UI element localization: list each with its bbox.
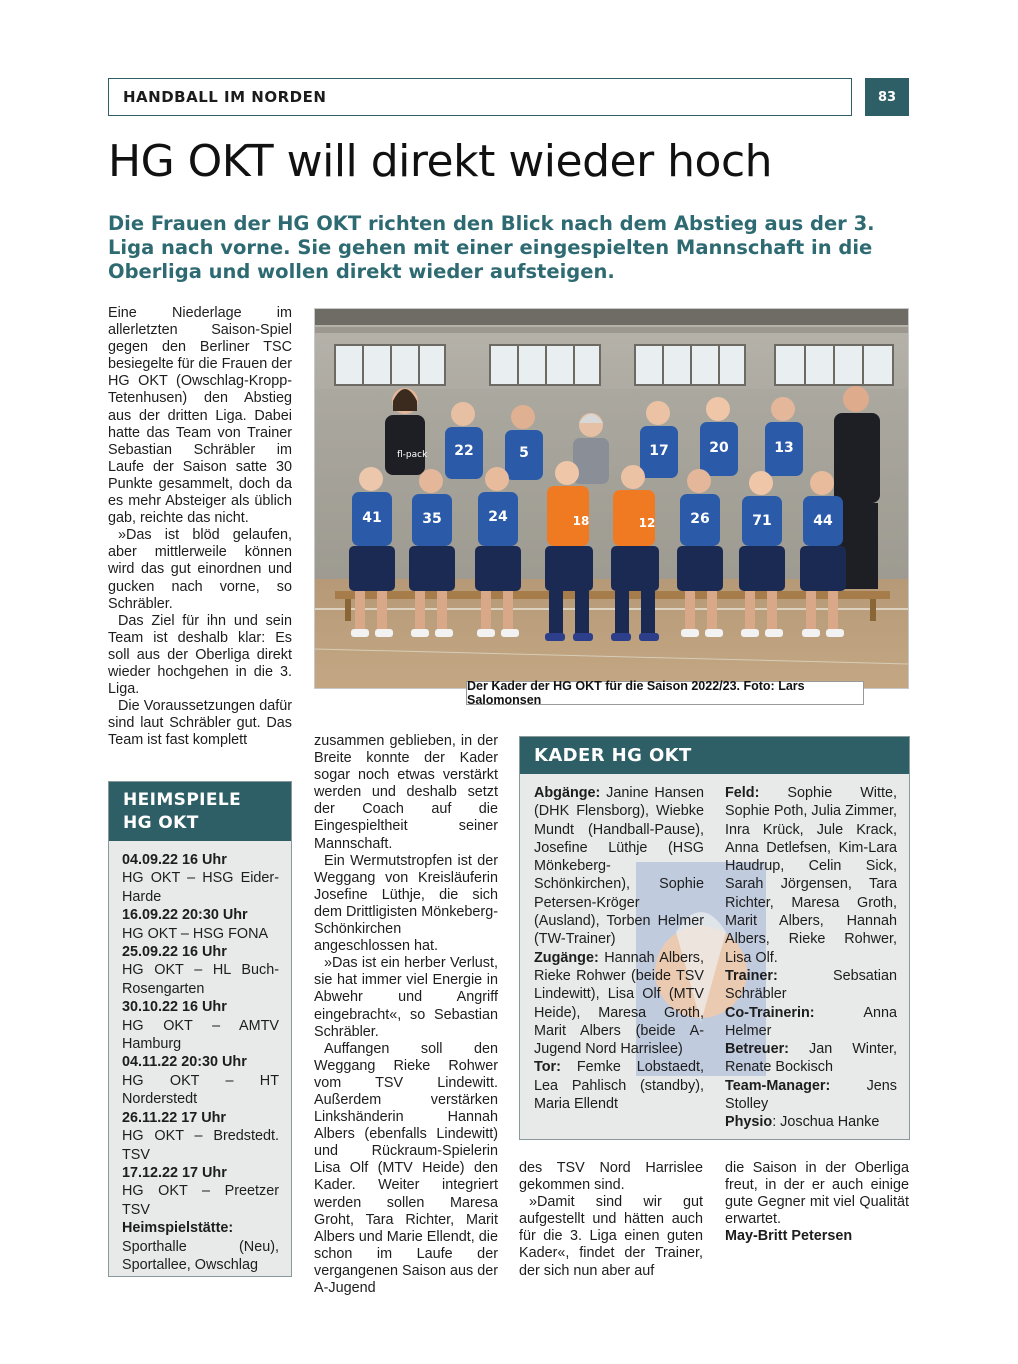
game-match: HG OKT – AMTV Hamburg (122, 1017, 279, 1053)
lead-paragraph: Die Frauen der HG OKT richten den Blick nach dem Abstieg aus der 3. Liga nach vorne. Sie gehen mit einer eingespielten Mannschaft in die Oberliga und wollen direkt wieder aufsteigen. (108, 212, 875, 283)
trainer: Sebsatian Schräbler (725, 967, 897, 1003)
article-paragraph: des TSV Nord Harrislee gekommen sind. (519, 1160, 703, 1194)
section-header (108, 78, 852, 116)
heimspiele-box (108, 781, 292, 1277)
jersey-number: 20 (709, 440, 729, 456)
article-column-2 (314, 733, 498, 1297)
game-date: 04.11.22 20:30 Uhr (122, 1054, 247, 1071)
author: May-Britt Petersen (725, 1228, 853, 1245)
photo-caption: Der Kader der HG OKT für die Saison 2022/23. Foto: Lars Salomonsen (466, 681, 864, 705)
physio: : Joschua Hanke (772, 1114, 880, 1131)
physio-label: Physio (725, 1114, 773, 1131)
heimspiele-title (109, 782, 291, 841)
venue: Sporthalle (Neu), Sportallee, Owschlag (122, 1238, 279, 1273)
betreuer-label: Betreuer: (725, 1041, 789, 1058)
jersey-number: 24 (488, 509, 508, 525)
game-match: HG OKT – HSG Eider-Harde (122, 870, 279, 905)
kader-box (519, 736, 910, 1140)
cotrainer: Anna Helmer (725, 1004, 897, 1039)
game-match: HG OKT – Preetzer TSV (122, 1183, 279, 1218)
game-date: 16.09.22 20:30 Uhr (122, 907, 248, 924)
jersey-number: 22 (454, 443, 474, 459)
game-date: 30.10.22 16 Uhr (122, 999, 227, 1016)
jersey-number: 12 (638, 516, 656, 530)
article-column-4 (725, 1160, 909, 1245)
kader-column-right (725, 784, 897, 1132)
jersey-number: 71 (752, 513, 772, 529)
article-paragraph: Ein Wermutstropfen ist der Weggang von Kreisläuferin Josefine Lüthje, die sich dem Drittligisten Mönkeberg-Schönkirchen angeschlossen hat. (314, 852, 498, 955)
game-match: HG OKT – HSG FONA (122, 925, 269, 942)
jersey-number: 18 (572, 514, 590, 528)
article-column-3 (519, 1160, 703, 1280)
heimspiele-title-line-1: HEIMSPIELE (123, 790, 242, 810)
page-number: 83 (865, 78, 909, 116)
article-paragraph: Eine Niederlage im allerletzten Saison-Spiel gegen den Berliner TSC besiegelte für die Frauen der HG OKT (Owschlag-Kropp-Tetenhusen) den Abstieg aus der dritten Liga. Dabei hatte das Team von Trainer Sebastian Schräbler im Laufe der Saison satte 30 Punkte gesammelt, doch da es mehr Absteiger als üblich gab, reichte das nicht. (108, 305, 292, 527)
feld-label: Feld: (725, 785, 760, 801)
game-match: HG OKT – HT Norderstedt (122, 1072, 279, 1108)
jersey-number: 17 (649, 443, 669, 459)
jersey-number: 35 (422, 511, 442, 527)
trainer-label: Trainer: (725, 967, 778, 984)
zugaenge-label: Zugänge: (534, 949, 599, 966)
article-paragraph: »Das ist blöd gelaufen, aber mittlerweile können wird das gut einordnen und gucken nach vorne, so Schräbler. (108, 527, 292, 612)
article-paragraph: »Das ist ein herber Verlust, sie hat immer viel Energie in Abwehr und Angriff eingebracht«, so Sebastian Schräbler. (314, 955, 498, 1040)
article-paragraph: die Saison in der Oberliga freut, in der er auch einige gute Gegner mit viel Qualität erwartet. (725, 1160, 909, 1228)
article-paragraph: Auffangen soll den Weggang Rieke Rohwer vom TSV Lindewitt. Außerdem verstärken Linkshänderin Hannah Albers (ebenfalls Lindewitt) und Rückraum-Spielerin Lisa Olf (MTV Heide) den Kader. Weiter integriert werden sollen Maresa Groht, Tara Richter, Marit Albers und Marie Ellendt, die schon im Laufe der vergangenen Saison aus der A-Jugend (314, 1040, 499, 1296)
manager-label: Team-Manager: (725, 1077, 831, 1094)
article-paragraph: Die Voraussetzungen dafür sind laut Schräbler gut. Das Team ist fast komplett (108, 698, 292, 749)
kader-title: KADER HG OKT (520, 737, 909, 774)
heimspiele-list (109, 841, 291, 1274)
game-date: 17.12.22 17 Uhr (122, 1164, 227, 1181)
section-title: HANDBALL IM NORDEN (123, 88, 327, 106)
game-match: HG OKT – HL Buch-Rosengarten (122, 962, 279, 997)
article-paragraph: zusammen geblieben, in der Breite konnte der Kader sogar noch etwas verstärkt werden und deshalb setzt der Coach auf die Eingespieltheit seiner Mannschaft. (314, 733, 498, 852)
heimspiele-title-line-2: HG OKT (123, 813, 199, 833)
jersey-number: 26 (690, 511, 710, 527)
jersey-number: 41 (362, 510, 382, 526)
tor: Femke Lobstaedt, Lea Pahlisch (standby), Maria Ellendt (534, 1059, 704, 1113)
team-photo-illustration (315, 309, 909, 689)
zugaenge: Hannah Albers, Rieke Rohwer (beide TSV Lindewitt), Lisa Olf (MTV Heide), Maresa Groth, Marit Albers (beide A-Jugend Nord Harrislee) (534, 949, 705, 1058)
feld: Sophie Witte, Sophie Poth, Julia Zimmer, Inra Krück, Jule Krack, Anna Detlefsen, Kim-Lara Haudrup, Celin Sick, Sarah Jörgensen, Tara Richter, Maresa Groth, Marit Albers, Hannah Albers, Rieke Rohwer, Lisa Olf. (725, 785, 897, 966)
game-date: 26.11.22 17 Uhr (122, 1109, 227, 1126)
kader-column-left (534, 784, 704, 1113)
game-match: HG OKT – Bredstedt. TSV (122, 1128, 279, 1163)
game-date: 04.09.22 16 Uhr (122, 852, 227, 868)
article-column-1 (108, 305, 292, 749)
manager: Jens Stolley (725, 1077, 897, 1113)
headline: HG OKT will direkt wieder hoch (108, 136, 773, 187)
sponsor-label: fl-pack (397, 450, 428, 460)
cotrainer-label: Co-Trainerin: (725, 1004, 815, 1021)
jersey-number: 44 (813, 513, 833, 529)
team-photo (314, 308, 909, 689)
tor-label: Tor: (534, 1059, 561, 1076)
jersey-number: 5 (519, 445, 529, 461)
abgaenge: Janine Hansen (DHK Flensborg), Wiebke Mundt (Handball-Pause), Josefine Lüthje (HSG Mönkeberg-Schönkirchen), Sophie Petersen-Kröger (Ausland), Torben Helmer (TW-Trainer) (534, 785, 704, 948)
game-date: 25.09.22 16 Uhr (122, 944, 227, 961)
jersey-number: 13 (774, 440, 794, 456)
betreuer: Jan Winter, Renate Bockisch (725, 1041, 897, 1076)
article-paragraph: Das Ziel für ihn und sein Team ist deshalb klar: Es soll aus der Oberliga direkt wieder hochgehen in die 3. Liga. (108, 612, 292, 698)
venue-label: Heimspielstätte: (122, 1220, 234, 1237)
article-paragraph: »Damit sind wir gut aufgestellt und hätten auch für die 3. Liga einen guten Kader«, findet der Trainer, der sich nun aber auf (519, 1194, 703, 1279)
abgaenge-label: Abgänge: (534, 785, 601, 801)
